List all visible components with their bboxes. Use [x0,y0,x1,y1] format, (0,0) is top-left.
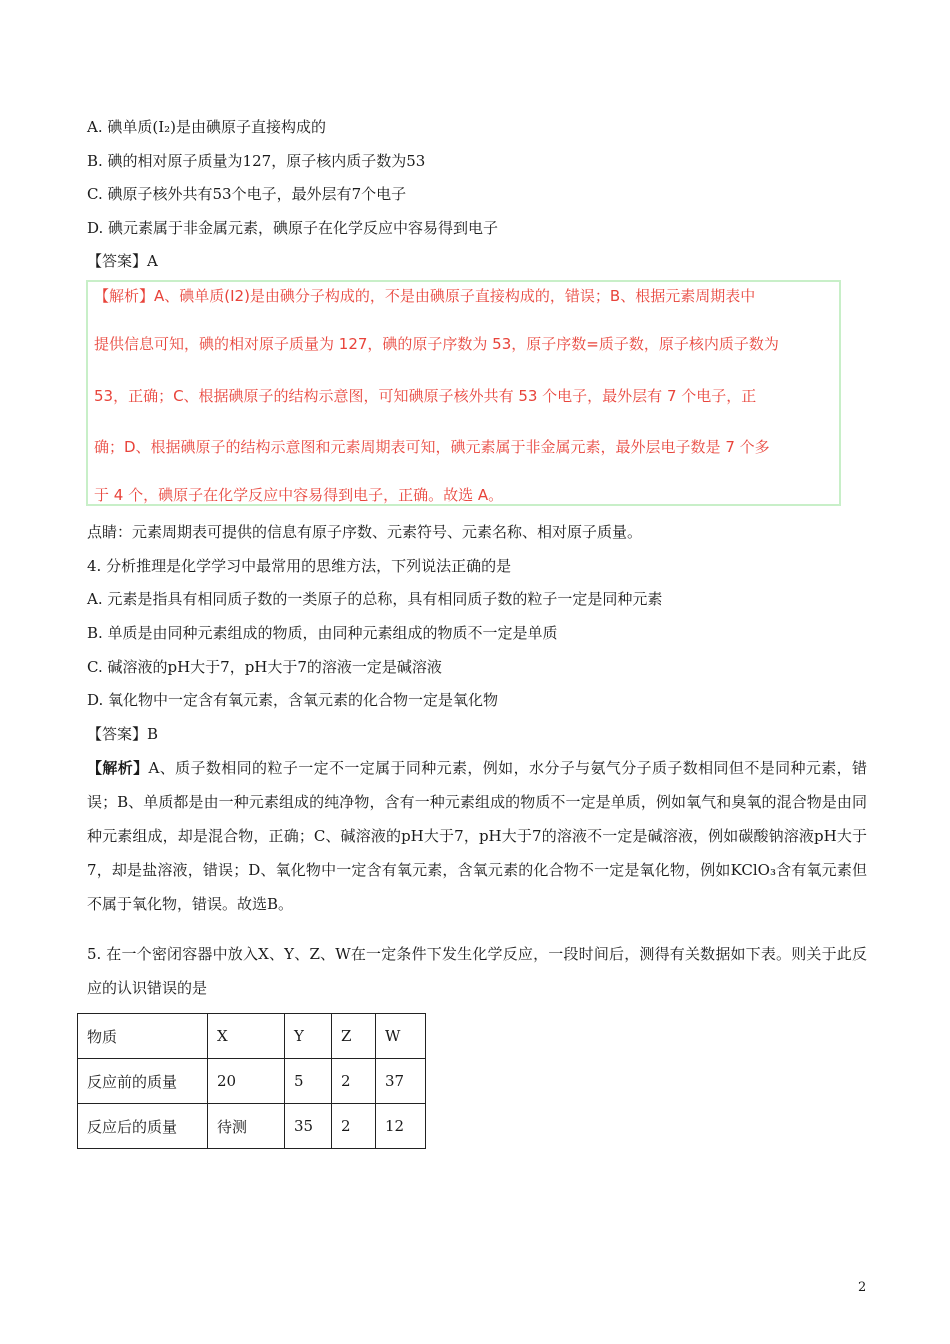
q4-option-c: C. 碱溶液的pH大于7，pH大于7的溶液一定是碱溶液 [87,658,442,676]
q3-analysis-line: 53，正确；C、根据碘原子的结构示意图，可知碘原子核外共有 53 个电子，最外层有 7 个电子，正 [94,387,757,405]
table-cell: 37 [376,1059,426,1104]
table-cell: 20 [208,1059,285,1104]
table-cell: Z [332,1014,376,1059]
table-cell: 待测 [208,1104,285,1149]
q3-option-b: B. 碘的相对原子质量为127，原子核内质子数为53 [87,152,426,170]
table-cell: 5 [285,1059,332,1104]
table-row [78,1104,426,1149]
page-number: 2 [858,1280,867,1295]
q4-analysis [87,751,867,921]
q3-tip: 点睛：元素周期表可提供的信息有原子序数、元素符号、元素名称、相对原子质量。 [87,523,643,541]
q4-option-d: D. 氧化物中一定含有氧元素，含氧元素的化合物一定是氧化物 [87,691,499,709]
q3-analysis-line: 【解析】A、碘单质(I2)是由碘分子构成的，不是由碘原子直接构成的，错误；B、根据元素周期表中 [94,287,756,305]
table-cell: 反应前的质量 [78,1059,208,1104]
q3-analysis-line: 于 4 个，碘原子在化学反应中容易得到电子，正确。故选 A。 [94,486,504,504]
q3-answer: 【答案】A [87,252,158,270]
table-row [78,1059,426,1104]
q3-option-d: D. 碘元素属于非金属元素，碘原子在化学反应中容易得到电子 [87,219,499,237]
table-cell: Y [285,1014,332,1059]
table-cell: 2 [332,1059,376,1104]
q4-analysis-label: 【解析】 [87,759,149,777]
q3-analysis-line: 提供信息可知，碘的相对原子质量为 127，碘的原子序数为 53，原子序数=质子数，原子核内质子数为 [94,335,779,353]
table-cell: 反应后的质量 [78,1104,208,1149]
q5-stem: 5. 在一个密闭容器中放入X、Y、Z、W在一定条件下发生化学反应，一段时间后，测得有关数据如下表。则关于此反应的认识错误的是 [87,945,867,997]
table-cell: 2 [332,1104,376,1149]
q4-option-b: B. 单质是由同种元素组成的物质，由同种元素组成的物质不一定是单质 [87,624,558,642]
table-cell: 35 [285,1104,332,1149]
q4-analysis-text: A、质子数相同的粒子一定不一定属于同种元素，例如，水分子与氨气分子质子数相同但不是同种元素，错误；B、单质都是由一种元素组成的纯净物，含有一种元素组成的物质不一定是单质，例如氧气和臭氧的混合物是由同种元素组成，却是混合物，正确；C、碱溶液的pH大于7，pH大于7的溶液不一定是碱溶液，例如碳酸钠溶液pH大于7，却是盐溶液，错误；D、氧化物中一定含有氧元素，含氧元素的化合物不一定是氧化物，例如KClO₃含有氧元素但不属于氧化物，错误。故选B。 [87,759,867,913]
q3-analysis-line: 确；D、根据碘原子的结构示意图和元素周期表可知，碘元素属于非金属元素，最外层电子数是 7 个多 [94,438,770,456]
table-cell: 12 [376,1104,426,1149]
q4-stem: 4. 分析推理是化学学习中最常用的思维方法，下列说法正确的是 [87,557,512,575]
q4-option-a: A. 元素是指具有相同质子数的一类原子的总称，具有相同质子数的粒子一定是同种元素 [87,590,663,608]
q3-option-a: A. 碘单质(I₂)是由碘原子直接构成的 [87,118,327,136]
mass-data-table [77,1013,426,1149]
table-cell: W [376,1014,426,1059]
table-row [78,1014,426,1059]
q4-answer: 【答案】B [87,725,159,743]
q3-option-c: C. 碘原子核外共有53个电子，最外层有7个电子 [87,185,407,203]
q3-analysis-box [86,280,841,506]
table-cell: 物质 [78,1014,208,1059]
table-cell: X [208,1014,285,1059]
